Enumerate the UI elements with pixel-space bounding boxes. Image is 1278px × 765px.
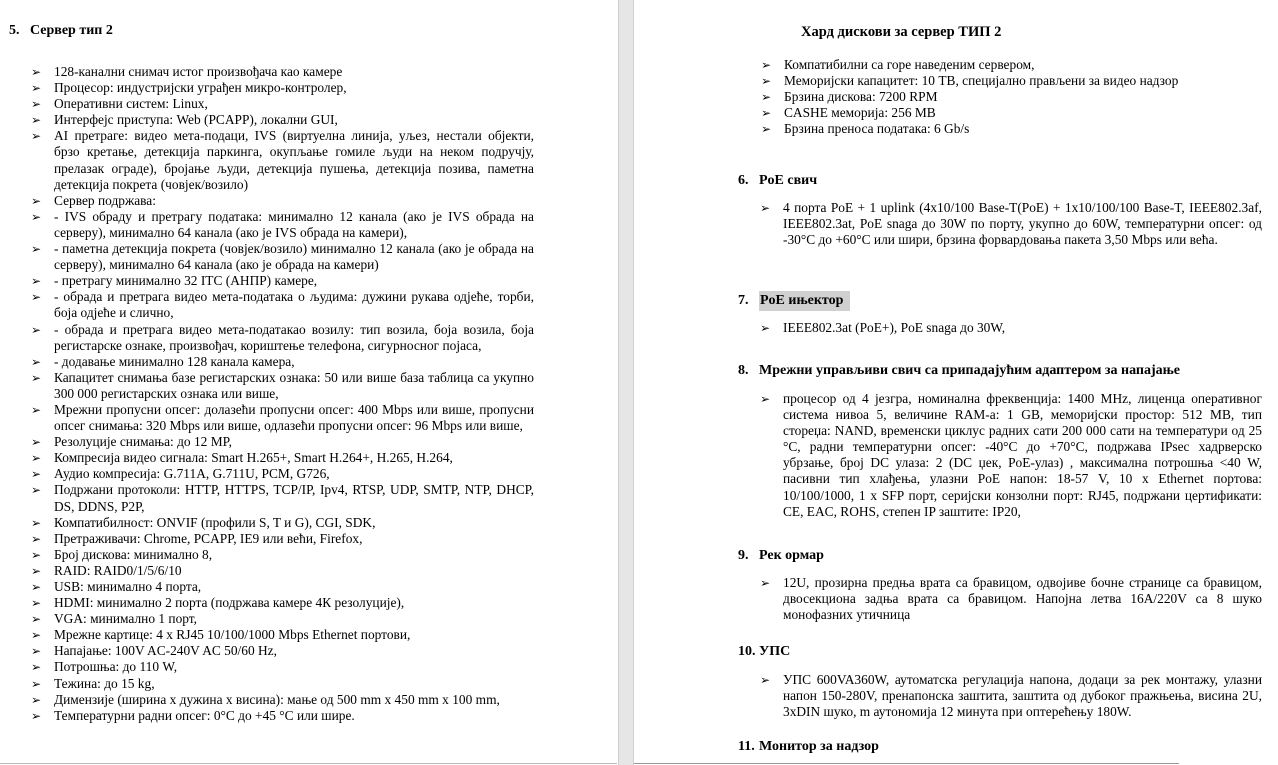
list-item: ➢ Потрошња: до 110 W, — [31, 659, 534, 675]
list-item: ➢ Оперативни систем: Linux, — [31, 96, 534, 112]
section-title: PoE свич — [759, 173, 818, 188]
section-heading-5 — [9, 23, 113, 39]
page-gutter — [618, 0, 634, 765]
section-number: 9. — [738, 548, 749, 563]
list-item: ➢ процесор од 4 језгра, номинална фреквенција: 1400 MHz, лиценца оперативног система нивоа 5, величине RAM-а: 1 GB, меморијски простор: 512 MB, тип стореџа: NAND, временски циклус радних сати 200 000 сати на температури од 25 °C, радни температурни опсег: -40°C до +70°C, подржава IPsec хадрверско убрзање, број DC улаза: 2 (DC џек, PoE-улаз) , максимална потрошња <40 W, пасивни тип хлађења, улазни PoE напон: 18-57 V, 10 x Ethernet портова: 10/100/1000, 1 x SFP порт, серијски конзолни порт: RJ45, подржани цертификати: CE, EAC, ROHS, степен IP заштите: IP20, — [760, 391, 1262, 520]
list-item: ➢ - IVS обраду и претрагу података: минимално 12 канала (ако је IVS обрада на серверу), минимално 64 канала (ако је IVS обрада на камери), — [31, 209, 534, 241]
section-10-list — [760, 672, 1262, 720]
list-item: ➢ Брзина дискова: 7200 RPM — [761, 89, 1261, 105]
document-page-left — [0, 0, 618, 765]
list-item: ➢ VGA: минимално 1 порт, — [31, 611, 534, 627]
section-heading-11 — [738, 739, 879, 755]
list-item: ➢ Интерфејс приступа: Web (PCAPP), локални GUI, — [31, 112, 534, 128]
section-number: 11. — [738, 739, 755, 754]
list-item: ➢ Подржани протоколи: HTTP, HTTPS, TCP/IP, Ipv4, RTSP, UDP, SMTP, NTP, DHCP, DS, DDNS, P2P, — [31, 482, 534, 514]
list-item: ➢ Процесор: индустријски уграђен микро-контролер, — [31, 80, 534, 96]
list-item: ➢ 128-канални снимач истог произвођача као камере — [31, 64, 534, 80]
section-5-list — [31, 64, 534, 724]
section-heading-10 — [738, 644, 790, 660]
list-item: ➢ Димензије (ширина x дужина x висина): мање од 500 mm x 450 mm x 100 mm, — [31, 692, 534, 708]
section-heading-6 — [738, 173, 817, 189]
section-7-list — [760, 320, 1262, 336]
list-item: ➢ 12U, прозирна предња врата са бравицом, одвојиве бочне странице са бравицом, двосекциона задња врата са бравицом. Напојна летва 16A/220V са 8 шуко монофазних утичница — [760, 575, 1262, 623]
section-number: 6. — [738, 173, 749, 188]
list-item: ➢ Претраживачи: Chrome, PCAPP, IE9 или већи, Firefox, — [31, 531, 534, 547]
list-item: ➢ USB: минимално 4 порта, — [31, 579, 534, 595]
section-title: Мрежни управљиви свич са припадајућим адаптером за напајање — [759, 363, 1180, 378]
section-number: 8. — [738, 363, 749, 378]
list-item: ➢ - претрагу минимално 32 ITC (АНПР) камере, — [31, 273, 534, 289]
list-item: ➢ - додавање минимално 128 канала камера, — [31, 354, 534, 370]
list-item: ➢ Температурни радни опсег: 0°C до +45 °C или шире. — [31, 708, 534, 724]
section-title: PoE ињектор — [759, 291, 850, 311]
list-item: ➢ IEEE802.3at (PoE+), PoE snaga до 30W, — [760, 320, 1262, 336]
list-item: ➢ Мрежне картице: 4 x RJ45 10/100/1000 Mbps Ethernet портови, — [31, 627, 534, 643]
section-title: Сервер тип 2 — [30, 23, 113, 38]
hdd-list — [761, 57, 1261, 137]
list-item: ➢ Број дискова: минимално 8, — [31, 547, 534, 563]
section-heading-9 — [738, 548, 824, 564]
list-item: ➢ УПС 600VA360W, аутоматска регулација напона, додаци за рек монтажу, улазни напон 150-280V, пренапонска заштита, заштита од дубоког пражњења, висина 2U, 3xDIN шуко, m аутономија 12 минута при оптерећењу 180W. — [760, 672, 1262, 720]
list-item: ➢ RAID: RAID0/1/5/6/10 — [31, 563, 534, 579]
list-item: ➢ Компатибилни са горе наведеним сервером, — [761, 57, 1261, 73]
list-item: ➢ Меморијски капацитет: 10 TB, специјално прављени за видео надзор — [761, 73, 1261, 89]
list-item: ➢ AI претраге: видео мета-подаци, IVS (виртуелна линија, уљез, нестали објекти, брзо кретање, детекција паркинга, окупљање гомиле људи на неком подручју, прелазак ограде), бројање људи, детекција пушења, детекција позива, паметна детекција покрета (човјек/возило) — [31, 128, 534, 192]
section-title: Монитор за надзор — [759, 739, 879, 754]
document-page-right — [634, 0, 1278, 765]
list-item: ➢ Сервер подржава: — [31, 193, 534, 209]
section-heading-7 — [738, 293, 850, 309]
list-item: ➢ Брзина преноса података: 6 Gb/s — [761, 121, 1261, 137]
section-title: Рек ормар — [759, 548, 824, 563]
page-bottom-edge — [634, 763, 1179, 764]
page-bottom-edge — [0, 763, 617, 764]
list-item: ➢ Тежина: до 15 kg, — [31, 676, 534, 692]
section-8-list — [760, 391, 1262, 520]
hdd-title: Хард дискови за сервер ТИП 2 — [801, 24, 1002, 40]
section-heading-8 — [738, 363, 1180, 379]
section-title: УПС — [759, 644, 791, 659]
list-item: ➢ - паметна детекција покрета (човјек/возило) минимално 12 канала (ако је обрада на серверу), минимално 64 канала (ако је обрада на камери) — [31, 241, 534, 273]
list-item: ➢ Компатибилност: ONVIF (профили S, T и G), CGI, SDK, — [31, 515, 534, 531]
section-number: 7. — [738, 293, 749, 308]
section-number: 5. — [9, 23, 20, 38]
list-item: ➢ - обрада и претрага видео мета-податакао возилу: тип возила, боја возила, боја регистарске ознаке, произвођач, кориштење телефона, сигурносног појаса, — [31, 322, 534, 354]
list-item: ➢ Капацитет снимања базе регистарских ознака: 50 или више база таблица са укупно 300 000 регистарских ознака или више, — [31, 370, 534, 402]
list-item: ➢ Аудио компресија: G.711A, G.711U, PCM, G726, — [31, 466, 534, 482]
list-item: ➢ 4 порта PoE + 1 uplink (4x10/100 Base-T(PoE) + 1x10/100/100 Base-T, IEEE802.3af, IEEE802.3at, PoE snaga до 30W по порту, укупно до 60W, температурни опсег: од -30°C до +60°C или шири, брзина форвардовања пакета 3,50 Mbps или већа. — [760, 200, 1262, 248]
list-item: ➢ Мрежни пропусни опсег: долазећи пропусни опсег: 400 Mbps или више, пропусни опсег снимања: 320 Mbps или више, одлазећи пропусни опсег: 96 Mbps или више, — [31, 402, 534, 434]
list-item: ➢ Напајање: 100V AC-240V AC 50/60 Hz, — [31, 643, 534, 659]
list-item: ➢ HDMI: минимално 2 порта (подржава камере 4К резолуције), — [31, 595, 534, 611]
section-6-list — [760, 200, 1262, 248]
list-item: ➢ - обрада и претрага видео мета-података о људима: дужини рукава одјеће, торби, боја одјеће и слично, — [31, 289, 534, 321]
list-item: ➢ Компресија видео сигнала: Smart H.265+, Smart H.264+, H.265, H.264, — [31, 450, 534, 466]
list-item: ➢ CASHE меморија: 256 MB — [761, 105, 1261, 121]
list-item: ➢ Резолуције снимања: до 12 MP, — [31, 434, 534, 450]
section-number: 10. — [738, 644, 756, 659]
section-9-list — [760, 575, 1262, 623]
